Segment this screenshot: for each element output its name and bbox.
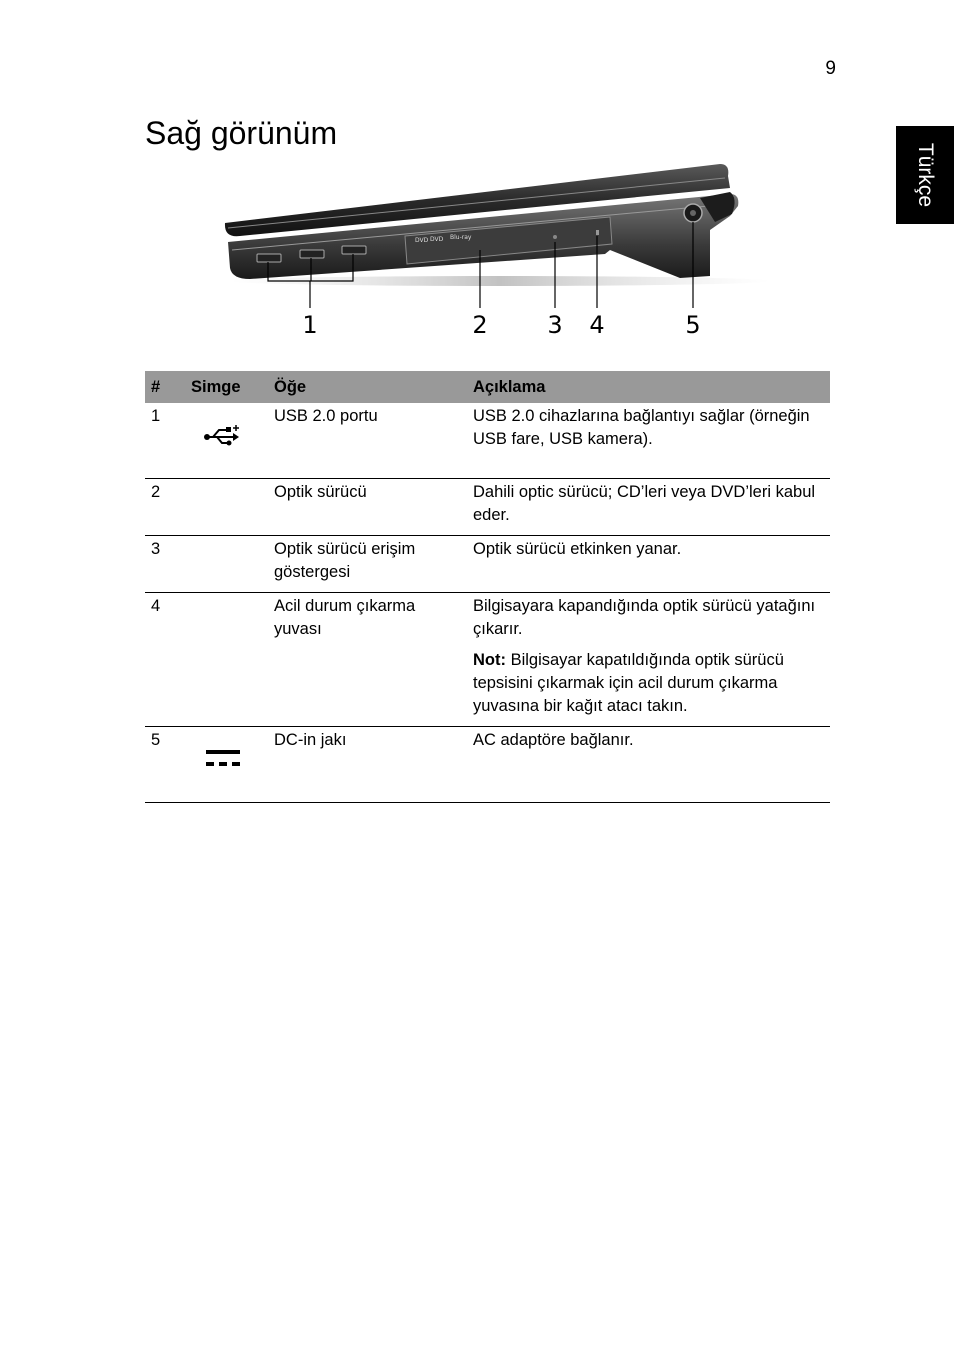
table-row [145,403,830,479]
laptop-right-side-figure [210,158,770,343]
table-row [145,727,830,803]
table-row [145,479,830,536]
header-icon: Simge [185,371,268,403]
row-description [467,593,830,727]
emergency-eject-hole [596,230,599,235]
page-number: 9 [825,58,836,79]
row-icon [185,727,268,803]
table-header-row [145,371,830,403]
row-description: USB 2.0 cihazlarına bağlantıyı sağlar (örneğin USB fare, USB kamera). [467,403,830,479]
row-item: Acil durum çıkarma yuvası [268,593,467,727]
usb-port [257,254,281,262]
row-num: 4 [145,593,185,727]
usb-port [300,250,324,258]
disc-logo: DVD [415,237,429,244]
row-description: Dahili optic sürücü; CD’leri veya DVD’leri kabul eder. [467,479,830,536]
language-tab-label: Türkçe [914,142,937,208]
disc-logo: Blu-ray [450,234,472,241]
row-item: DC-in jakı [268,727,467,803]
dc-power-icon [203,747,243,771]
table-row [145,536,830,593]
drive-activity-light [553,235,557,239]
table-row [145,593,830,727]
row-icon [185,403,268,479]
callout-number: 4 [589,311,605,339]
row-item: Optik sürücü [268,479,467,536]
row-description: AC adaptöre bağlanır. [467,727,830,803]
row-icon [185,536,268,593]
header-item: Öğe [268,371,467,403]
language-tab [896,126,954,224]
usb-port [342,246,366,254]
row-num: 2 [145,479,185,536]
header-num: # [145,371,185,403]
row-num: 3 [145,536,185,593]
page-title: Sağ görünüm [145,115,338,151]
note-text: Bilgisayar kapatıldığında optik sürücü tepsisini çıkarmak için acil durum çıkarma yuvasına bir kağıt atacı takın. [473,651,784,715]
callout-number: 5 [685,311,701,339]
row-icon [185,593,268,727]
description-text: Bilgisayara kapandığında optik sürücü yatağını çıkarır. [473,597,816,638]
header-description: Açıklama [467,371,830,403]
callout-number: 2 [472,311,488,339]
note [473,649,824,718]
disc-logo: DVD [430,236,444,243]
callout-number: 1 [302,311,318,339]
note-label: Not: [473,651,506,669]
row-description: Optik sürücü etkinken yanar. [467,536,830,593]
callout-number: 3 [547,311,563,339]
row-item: Optik sürücü erişim göstergesi [268,536,467,593]
ports-table [145,371,830,803]
row-num: 5 [145,727,185,803]
row-item: USB 2.0 portu [268,403,467,479]
row-icon [185,479,268,536]
usb-icon [203,423,243,451]
row-num: 1 [145,403,185,479]
